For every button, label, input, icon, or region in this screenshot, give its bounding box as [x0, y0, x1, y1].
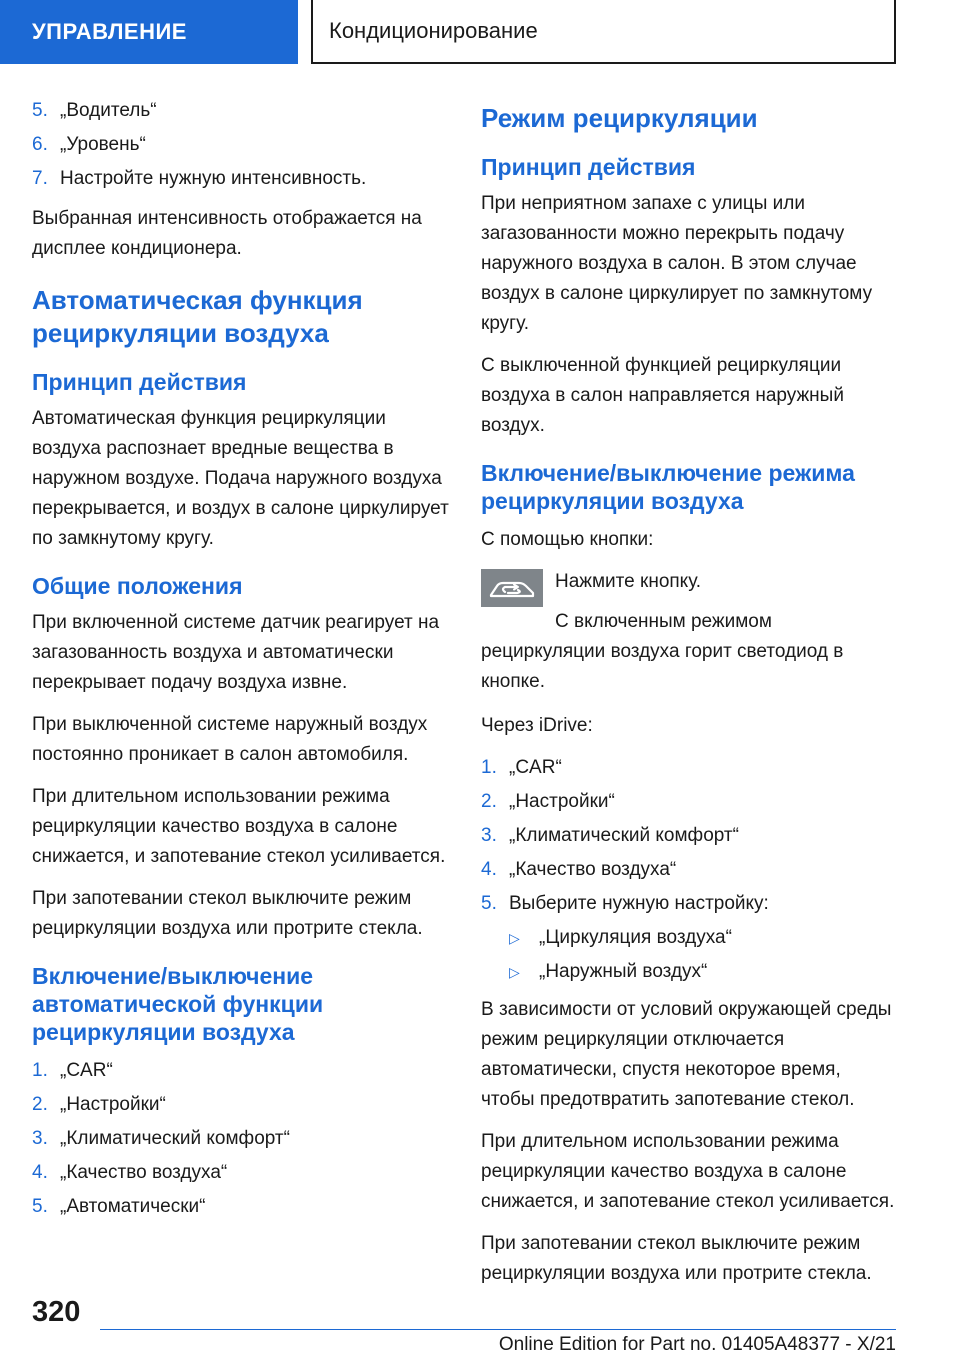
list-item: 4. „Качество воздуха“	[481, 859, 677, 880]
principle-title: Принцип действия	[481, 154, 696, 180]
principle-paragraph: С выключенной функцией рециркуляции воздуха в салон направляется наружный воздух.	[481, 355, 844, 436]
triangle-right-icon: ▷	[509, 964, 520, 980]
page-number: 320	[32, 1296, 81, 1328]
general-title: Общие положения	[32, 573, 243, 599]
button-instruction	[481, 567, 899, 607]
footer-divider	[100, 1329, 896, 1330]
chapter-header	[311, 0, 896, 64]
settings-sublist	[481, 923, 899, 987]
general-paragraph: При включенной системе датчик реагирует на загазованность воздуха и автоматически перекрывает подачу воздуха извне.	[32, 612, 440, 693]
left-column	[32, 96, 452, 1232]
long-use-paragraph: При длительном использовании режима рециркуляции качество воздуха в салоне снижается, и запотевание стекол усиливается.	[481, 1131, 895, 1212]
list-item: ▷ „Наружный воздух“	[509, 957, 899, 987]
steps-list-top	[32, 96, 452, 194]
list-item: 2. „Настройки“	[481, 791, 615, 812]
list-item: ▷ „Циркуляция воздуха“	[509, 923, 899, 953]
recirculation-onoff-title: Включение/выключение режима рециркуляции воздуха	[481, 460, 855, 514]
list-item: 2. „Настройки“	[32, 1094, 166, 1115]
intensity-note: Выбранная интенсивность отображается на дисплее кондиционера.	[32, 208, 422, 259]
auto-recirculation-title: Автоматическая функция рециркуляции воздуха	[32, 285, 363, 348]
list-item: 1. „CAR“	[481, 757, 562, 778]
press-button-text: Нажмите кнопку.	[555, 571, 702, 592]
triangle-right-icon: ▷	[509, 930, 520, 946]
list-item: 5. „Автоматически“	[32, 1196, 206, 1217]
idrive-intro: Через iDrive:	[481, 715, 593, 736]
general-paragraph: При запотевании стекол выключите режим рециркуляции воздуха или протрите стекла.	[32, 888, 423, 939]
principle-title: Принцип действия	[32, 369, 247, 395]
chapter-title: Кондиционирование	[329, 18, 538, 43]
fogging-paragraph: При запотевании стекол выключите режим рециркуляции воздуха или протрите стекла.	[481, 1233, 872, 1284]
list-item: 6. „Уровень“	[32, 134, 146, 155]
depend-paragraph: В зависимости от условий окружающей среды режим рециркуляции отключается автоматически, спустя некоторое время, чтобы предотвратить запотевание стекол.	[481, 999, 892, 1110]
button-intro: С помощью кнопки:	[481, 529, 654, 550]
section-title: УПРАВЛЕНИЕ	[32, 19, 187, 44]
list-item: 3. „Климатический комфорт“	[32, 1128, 290, 1149]
list-item: 5. „Водитель“	[32, 100, 157, 121]
section-tab	[0, 0, 298, 64]
led-note: С включенным режимом рециркуляции воздуха горит светодиод в кнопке.	[481, 611, 844, 692]
steps-list-bottom	[32, 1056, 452, 1222]
list-item: 7. Настройте нужную интенсивность.	[32, 168, 367, 189]
edition-note: Online Edition for Part no. 01405A48377 - X/21	[498, 1334, 896, 1355]
general-paragraph: При выключенной системе наружный воздух постоянно проникает в салон автомобиля.	[32, 714, 428, 765]
general-paragraph: При длительном использовании режима рециркуляции качество воздуха в салоне снижается, и запотевание стекол усиливается.	[32, 786, 446, 867]
air-recirculation-icon	[481, 569, 543, 607]
right-column	[481, 96, 899, 1301]
list-item: 1. „CAR“	[32, 1060, 113, 1081]
auto-onoff-title: Включение/выключение автоматической функции рециркуляции воздуха	[32, 963, 324, 1045]
principle-paragraph: При неприятном запахе с улицы или загазованности можно перекрыть подачу наружного воздуха в салон. В этом случае воздух в салоне циркулирует по замкнутому кругу.	[481, 193, 873, 334]
list-item: 3. „Климатический комфорт“	[481, 825, 739, 846]
idrive-steps-list	[481, 753, 899, 919]
principle-text: Автоматическая функция рециркуляции воздуха распознает вредные вещества в наружном воздухе. Подача наружного воздуха перекрывается, и воздух в салоне циркулирует по замкнутому кругу.	[32, 408, 449, 549]
list-item: 5. Выберите нужную настройку:	[481, 893, 769, 914]
list-item: 4. „Качество воздуха“	[32, 1162, 228, 1183]
recirculation-mode-title: Режим рециркуляции	[481, 103, 758, 133]
